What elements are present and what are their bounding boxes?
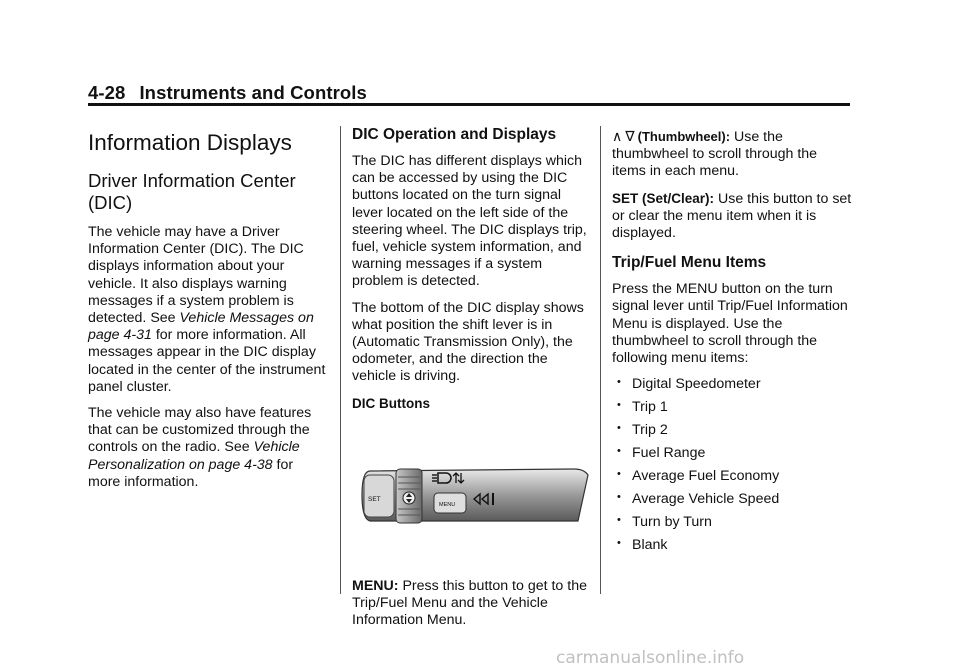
dic-operation-paragraph: The DIC has different displays which can be accessed by using the DIC buttons located on the turn signal lever located on the left side of the steering wheel. The DIC displays trip, fuel, vehicle system information, and warning messages if a system problem is detected. xyxy=(352,153,587,290)
page-header xyxy=(88,82,367,104)
trip-fuel-menu-list xyxy=(612,376,852,554)
page-number: 4-28 xyxy=(88,82,126,103)
vehicle-messages-link[interactable]: Vehicle Messages on page 4-31 xyxy=(88,310,314,344)
set-clear-description: SET (Set/Clear): Use this button to set or clear the menu item when it is displayed. xyxy=(612,190,852,242)
set-clear-label: SET (Set/Clear): xyxy=(612,190,715,206)
column-divider-1 xyxy=(340,126,341,594)
section-title: Instruments and Controls xyxy=(139,82,367,103)
watermark: carmanualsonline.info xyxy=(556,648,745,668)
personalization-paragraph: The vehicle may also have features that can be customized through the controls on the radio. See Vehicle Personalization on page 4-38 for more information. xyxy=(88,405,312,490)
set-button-label: SET xyxy=(368,495,381,503)
list-item: • Digital Speedometer xyxy=(612,376,852,393)
menu-label: MENU: xyxy=(352,578,399,595)
column-2 xyxy=(352,126,592,639)
thumbwheel-arrows-icon: ∧∇ xyxy=(612,128,638,144)
column-1 xyxy=(88,124,328,500)
list-item: • Turn by Turn xyxy=(612,514,852,531)
column-3 xyxy=(612,128,852,560)
thumbwheel-label: (Thumbwheel): xyxy=(637,129,731,144)
turn-signal-lever-illustration xyxy=(352,435,592,555)
vehicle-personalization-link[interactable]: Vehicle Personalization on page 4-38 xyxy=(88,439,300,473)
menu-button-label: MENU xyxy=(439,501,456,508)
list-item: • Blank xyxy=(612,537,852,554)
list-item: • Fuel Range xyxy=(612,445,852,462)
list-item: • Average Fuel Economy xyxy=(612,468,852,485)
list-item: • Average Vehicle Speed xyxy=(612,491,852,508)
dic-operation-heading: DIC Operation and Displays xyxy=(352,126,557,143)
dic-section-title: Driver Information Center (DIC) xyxy=(88,170,296,213)
column-divider-2 xyxy=(600,126,601,594)
page-title: Information Displays xyxy=(88,130,292,155)
list-item: • Trip 2 xyxy=(612,422,852,439)
header-rule xyxy=(88,103,850,106)
menu-button-description: MENU: Press this button to get to the Trip/Fuel Menu and the Vehicle Information Menu. xyxy=(352,578,587,629)
list-item: • Trip 1 xyxy=(612,399,852,416)
dic-buttons-heading: DIC Buttons xyxy=(352,395,430,411)
trip-fuel-heading: Trip/Fuel Menu Items xyxy=(612,254,767,272)
thumbwheel-description: ∧∇(Thumbwheel): Use the thumbwheel to scroll through the items in each menu. xyxy=(612,128,818,180)
trip-fuel-intro: Press the MENU button on the turn signal lever until Trip/Fuel Information Menu is displayed. Use the thumbwheel to scroll through the following menu items: xyxy=(612,281,848,367)
dic-display-paragraph: The bottom of the DIC display shows what position the shift lever is in (Automatic Transmission Only), the odometer, and the direction the vehicle is driving. xyxy=(352,299,584,385)
dic-intro-paragraph: The vehicle may have a Driver Information Center (DIC). The DIC displays information about your vehicle. It also displays warning messages if a system problem is detected. See Vehicle Messages on page 4-31 for more information. All messages appear in the DIC display located in the center of the instrument panel cluster. xyxy=(88,224,326,395)
